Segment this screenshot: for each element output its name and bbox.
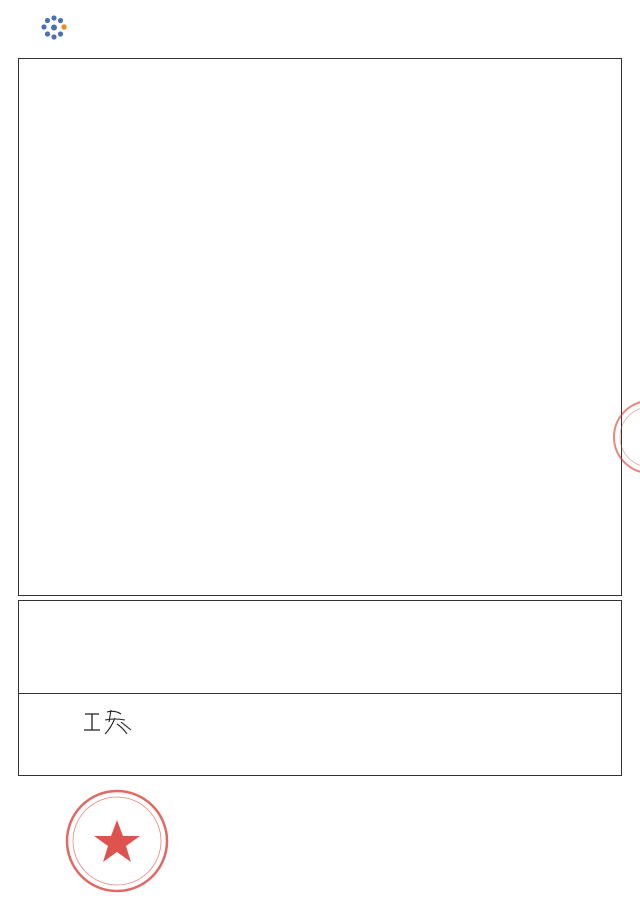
analyte-table	[18, 58, 622, 596]
logo-icon	[40, 14, 68, 42]
method-row	[23, 95, 619, 107]
company-seal-icon	[62, 786, 172, 896]
edge-seal-icon	[608, 392, 640, 482]
handwritten-signature	[81, 708, 141, 736]
signature-section	[18, 694, 622, 776]
qr-code-icon[interactable]	[368, 784, 414, 830]
conclusion-section	[18, 600, 622, 694]
